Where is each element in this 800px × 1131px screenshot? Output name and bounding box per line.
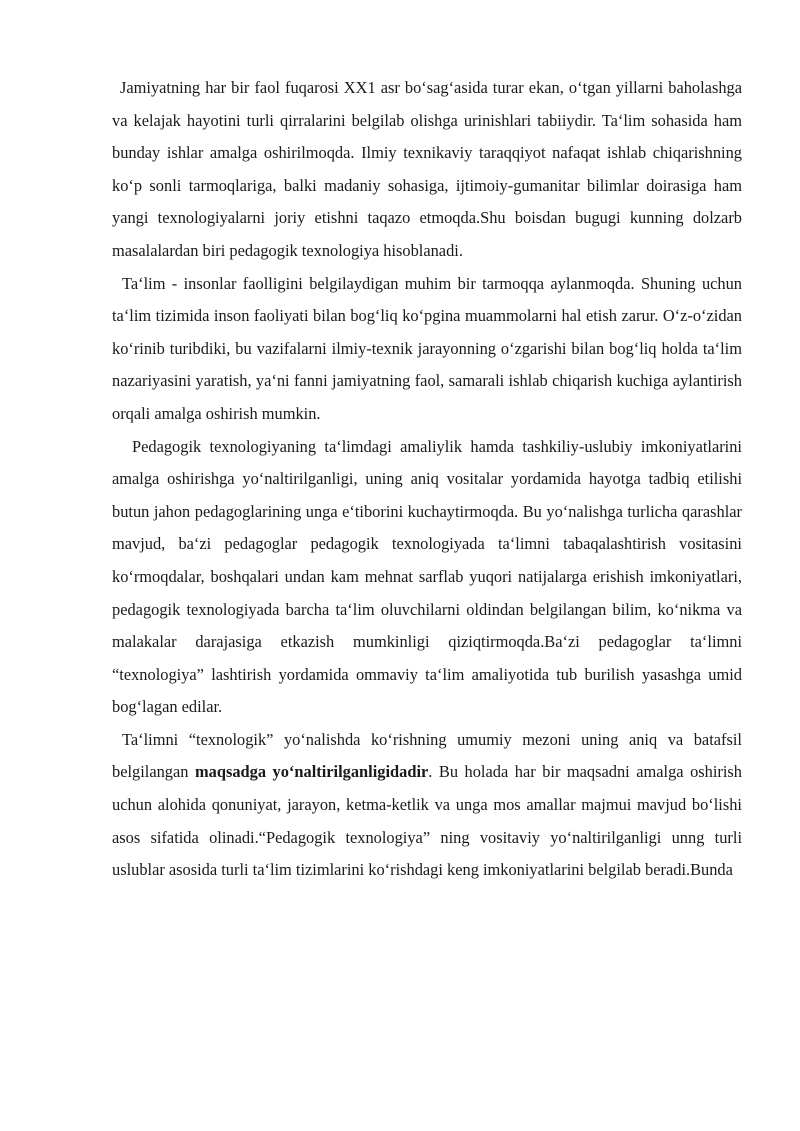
paragraph-4 [112, 724, 742, 887]
document-page [112, 72, 742, 887]
paragraph-3 [112, 431, 742, 724]
paragraph-4-emphasis: maqsadga yo‘naltirilganligidadir [194, 762, 429, 782]
paragraph-1-text: Jamiyatning har bir faol fuqarosi XX1 asr bo‘sag‘asida turar ekan, o‘tgan yillarni baholashga va kelajak hayotini turli qirralarini belgilab olishga urinishlari tabiiydir. Ta‘lim sohasida ham bunday ishlar amalga oshirilmoqda. Ilmiy texnikaviy taraqqiyot nafaqat ishlab chiqarishning ko‘p sonli tarmoqlariga, balki madaniy sohasiga, ijtimoiy-gumanitar bilimlar doirasiga ham yangi texnologiyalarni joriy etishni taqazo etmoqda.Shu boisdan bugugi kunning dolzarb masalalardan biri pedagogik texnologiya hisoblanadi. [112, 78, 742, 260]
paragraph-4-text-after: . Bu holada har bir maqsadni amalga oshirish uchun alohida qonuniyat, jarayon, ketma-ketlik va unga mos amallar majmui mavjud bo‘lishi asos sifatida olinadi.“Pedagogik texnologiya” ning vositaviy yo‘naltirilganligi unng turli uslublar asosida turli ta‘lim tizimlarini ko‘rishdagi keng imkoniyatlarini belgilab beradi.Bunda [112, 762, 742, 880]
paragraph-4-text-before: Ta‘limni “texnologik” yo‘nalishda ko‘rishning umumiy mezoni uning aniq va batafsil belgilangan [112, 729, 742, 782]
paragraph-2 [112, 268, 742, 431]
paragraph-1 [112, 72, 742, 268]
paragraph-3-text: Pedagogik texnologiyaning ta‘limdagi amaliylik hamda tashkiliy-uslubiy imkoniyatlarini amalga oshirishga yo‘naltirilganligi, uning aniq vositalar yordamida hayotga tadbiq etilishi butun jahon pedagoglarining unga e‘tiborini kuchaytirmoqda. Bu yo‘nalishga turlicha qarashlar mavjud, ba‘zi pedagoglar pedagogik texnologiyada ta‘limni tabaqalashtirish vositasini ko‘rmoqdalar, boshqalari undan kam mehnat sarflab yuqori natijalarga erishish imkoniyatlari, pedagogik texnologiyada barcha ta‘lim oluvchilarni oldindan belgilangan bilim, ko‘nikma va malakalar darajasiga etkazish mumkinligi qiziqtirmoqda.Ba‘zi pedagoglar ta‘limni “texnologiya” lashtirish yordamida ommaviy ta‘lim amaliyotida tub burilish yasashga umid bog‘lagan edilar. [112, 436, 742, 717]
paragraph-2-text: Ta‘lim - insonlar faolligini belgilaydigan muhim bir tarmoqqa aylanmoqda. Shuning uchun ta‘lim tizimida inson faoliyati bilan bog‘liq ko‘pgina muammolarni hal etish zarur. O‘z-o‘zidan ko‘rinib turibdiki, bu vazifalarni ilmiy-texnik jarayonning o‘zgarishi bilan bog‘liq holda ta‘lim nazariyasini yaratish, ya‘ni fanni jamiyatning faol, samarali ishlab chiqarish kuchiga aylantirish orqali amalga oshirish mumkin. [112, 273, 742, 423]
